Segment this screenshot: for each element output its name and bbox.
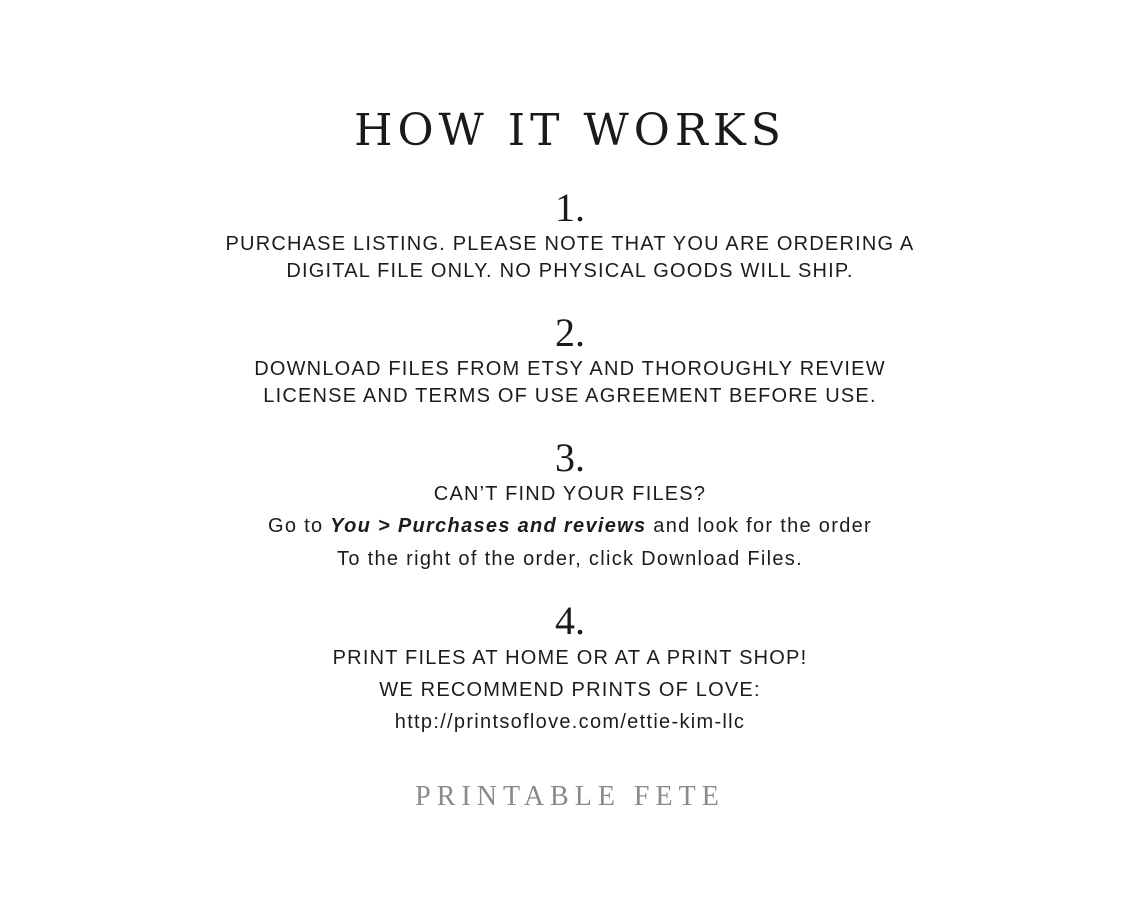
step-3-instruction-suffix: and look for the order (646, 515, 872, 537)
page-title: HOW IT WORKS (354, 105, 786, 156)
step-2-text-line-2: LICENSE AND TERMS OF USE AGREEMENT BEFORE USE. (263, 385, 877, 407)
step-2-number: 2. (555, 310, 585, 355)
brand-wordmark: PRINTABLE FETE (415, 781, 725, 812)
step-1-number: 1. (555, 185, 585, 230)
step-3-instruction-last: To the right of the order, click Download Files. (337, 548, 803, 570)
step-3-heading: CAN’T FIND YOUR FILES? (433, 483, 707, 505)
step-3-instruction-line (0, 513, 1140, 539)
prints-of-love-link[interactable]: http://printsoflove.com/ettie-kim-llc (394, 711, 746, 733)
step-4-text-line-1: PRINT FILES AT HOME OR AT A PRINT SHOP! (332, 647, 808, 669)
step-4-text-line-2: WE RECOMMEND PRINTS OF LOVE: (379, 679, 761, 701)
step-1-text-line-2: DIGITAL FILE ONLY. NO PHYSICAL GOODS WILL SHIP. (286, 260, 854, 282)
step-3-purchases-path: You > Purchases and reviews (330, 515, 647, 537)
step-4-number: 4. (555, 598, 585, 643)
step-3-number: 3. (555, 435, 585, 480)
step-3-instruction-prefix: Go to (267, 515, 331, 537)
step-1-text-line-1: PURCHASE LISTING. PLEASE NOTE THAT YOU ARE ORDERING A (225, 233, 915, 255)
step-2-text-line-1: DOWNLOAD FILES FROM ETSY AND THOROUGHLY REVIEW (254, 358, 886, 380)
